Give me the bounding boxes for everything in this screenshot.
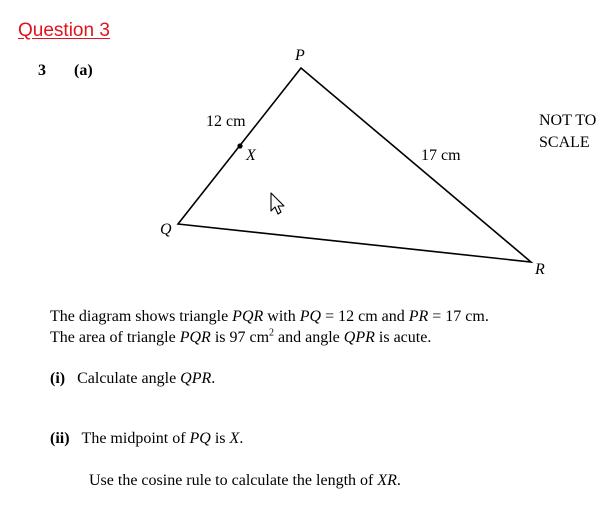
vertex-label-r: R [535,261,545,278]
vertex-label-q: Q [160,221,172,238]
side-label-pq: 12 cm [206,113,246,130]
statement-line-1: The diagram shows triangle PQR with PQ = 12 cm and PR = 17 cm. [50,308,489,325]
not-to-scale-note [539,110,596,154]
part-ii: (ii) The midpoint of PQ is X. [50,430,244,447]
mouse-cursor-icon [271,193,284,214]
triangle-pqr [178,68,531,262]
part-i: (i) Calculate angle QPR. [50,370,216,387]
side-label-pr: 17 cm [421,147,461,164]
not-to-scale-line-2: SCALE [539,134,590,151]
question-statement [50,306,489,348]
part-ii-label: (ii) [50,430,70,447]
statement-line-2: The area of triangle PQR is 97 $cm^2$ and angle QPR is acute. [50,327,432,346]
question-part-label: (a) [74,62,93,79]
not-to-scale-line-1: NOT TO [539,112,597,129]
midpoint-x-dot [237,143,242,148]
part-ii-instruction: Use the cosine rule to calculate the length of XR. [89,472,401,489]
question-heading: Question 3 [18,20,110,41]
question-number: 3 [38,62,46,79]
vertex-label-p: P [295,47,305,64]
midpoint-label-x: X [246,147,256,164]
part-i-label: (i) [50,370,66,387]
